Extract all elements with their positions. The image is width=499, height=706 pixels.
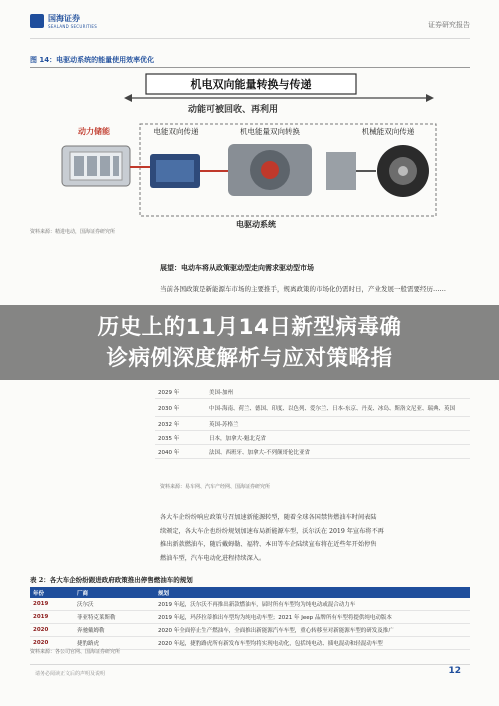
figure-title: 图 14：电驱动系统的能量使用效率优化 bbox=[30, 56, 155, 64]
table-cell-year: 2035 年 bbox=[155, 431, 206, 445]
company-name-en: SEALAND SECURITIES bbox=[48, 24, 98, 29]
overlay-line-2: 诊病例深度解析与应对策略指 bbox=[106, 346, 393, 371]
header-year: 年份 bbox=[30, 587, 74, 598]
arrow-left-head bbox=[124, 94, 132, 102]
cell-maker: 捷豹路虎 bbox=[74, 637, 155, 650]
table2-title: 表 2：各大车企纷纷跟进政府政策推出停售燃油车的规划 bbox=[30, 576, 193, 584]
cell-maker: 沃尔沃 bbox=[74, 598, 155, 611]
footer-disclaimer: 请务必阅读正文后的声明及说明 bbox=[35, 671, 106, 677]
table-row bbox=[155, 445, 470, 459]
paragraph-line: 推出新款燃油车，随后戴姆勒、福特、本田等车企陆续宣布将在近些年开始停售 bbox=[160, 541, 377, 548]
table-row bbox=[30, 598, 470, 611]
cell-plan: 2020 年全面停止生产燃油车，全面推出新能源汽车车型，重心转移至对新能源车型的研发及推广 bbox=[155, 624, 470, 637]
cell-maker: 奔驰戴姆勒 bbox=[74, 624, 155, 637]
table-row bbox=[30, 611, 470, 624]
outlook-title: 展望：电动车将从政策驱动型走向需求驱动型市场 bbox=[160, 263, 314, 272]
storage-label: 动力储能 bbox=[78, 127, 110, 136]
table-cell-desc: 中国-海南、荷兰、德国、印度、以色列、爱尔兰、日本-东京、丹麦、冰岛、斯洛文尼亚、瑞典、英国 bbox=[206, 399, 470, 417]
report-type: 证券研究报告 bbox=[428, 21, 470, 29]
system-label: 电驱动系统 bbox=[236, 220, 276, 229]
cell-year: 2019 bbox=[30, 598, 74, 611]
drive-system-diagram bbox=[58, 72, 448, 232]
table-row bbox=[155, 431, 470, 445]
overlay-headline bbox=[0, 312, 499, 374]
table-cell-year: 2032 年 bbox=[155, 417, 206, 431]
overlay-line-1: 历史上的11月14日新型病毒确 bbox=[97, 315, 402, 340]
electric-motor-icon bbox=[228, 144, 312, 196]
footer-rule bbox=[30, 664, 470, 665]
table-row bbox=[155, 417, 470, 431]
table-row bbox=[155, 385, 470, 399]
elec-label: 电能双向传递 bbox=[153, 127, 199, 136]
table-cell-desc: 美国-加州 bbox=[206, 385, 470, 399]
subbanner-text: 动能可被回收、再利用 bbox=[187, 105, 279, 115]
table-cell-year: 2029 年 bbox=[155, 385, 206, 399]
paragraph-line: 续颁定，各大车企也纷纷规划加速布局新能源车型，沃尔沃在 2019 年宣布将不再 bbox=[160, 527, 384, 535]
banner-text: 机电双向能量转换与传递 bbox=[190, 78, 312, 91]
mech-label: 机械能双向传递 bbox=[361, 127, 415, 136]
table-cell-desc: 英国-苏格兰 bbox=[206, 417, 470, 431]
table-row bbox=[30, 624, 470, 637]
automaker-plan-table bbox=[30, 587, 470, 650]
table-cell-desc: 日本，加拿大-魁北克省 bbox=[206, 431, 470, 445]
table2-source: 资料来源：各公司官网、国海证券研究所 bbox=[30, 649, 121, 655]
cell-plan: 2019 年起，玛莎拉蒂推出车型均为纯电动车型；2021 年 Jeep 品牌所有车型将提供纯电动版本 bbox=[155, 611, 470, 624]
gearbox-icon bbox=[326, 152, 356, 190]
paragraph-line: 燃油车型，汽车电动化进程持续深入。 bbox=[160, 554, 266, 562]
battery-pack-icon bbox=[62, 146, 130, 186]
page-number: 12 bbox=[448, 666, 461, 676]
header-plan: 规划 bbox=[155, 587, 470, 598]
mech-conv-label: 机电能量双向转换 bbox=[240, 127, 300, 136]
automaker-paragraph bbox=[160, 511, 470, 565]
table-cell-year: 2040 年 bbox=[155, 445, 206, 459]
table-cell-year: 2030 年 bbox=[155, 399, 206, 417]
tire-icon bbox=[377, 145, 429, 197]
ban-timeline-table bbox=[155, 385, 470, 459]
motor-controller-icon bbox=[150, 154, 200, 188]
cell-maker: 菲亚特克莱斯勒 bbox=[74, 611, 155, 624]
company-name-cn: 国海证券 bbox=[48, 14, 80, 23]
company-logo-icon bbox=[30, 14, 44, 28]
cell-year: 2020 bbox=[30, 637, 74, 650]
header-maker: 厂商 bbox=[74, 587, 155, 598]
figure-rule bbox=[30, 67, 470, 68]
outlook-paragraph: 当前各国政策是新能源车市场的主要推手，规离政策的市场化仍需时日，产业发展一般需要经历…… bbox=[160, 285, 446, 293]
cell-plan: 2019 年起，沃尔沃不再推出新款燃油车，届时所有车型均为纯电动或混合动力车 bbox=[155, 598, 470, 611]
figure-source: 资料来源：精进电动，国海证券研究所 bbox=[30, 229, 116, 235]
table-header-row bbox=[30, 587, 470, 598]
page-header bbox=[30, 10, 470, 39]
cell-plan: 2020 年起，捷豹路虎所有新发布车型均将实现电动化，包括纯电动、插电混动和轻混动车型 bbox=[155, 637, 470, 650]
paragraph-line: 各大车企纷纷响应政策号召加速新能源转型，随着全球各国禁售燃油车时间表陆 bbox=[160, 514, 377, 521]
arrow-right-head bbox=[426, 94, 434, 102]
table1-source: 资料来源：易车网、汽车产经网、国海证券研究所 bbox=[160, 484, 271, 490]
table-cell-desc: 法国、西班牙、加拿大-不列颠哥伦比亚省 bbox=[206, 445, 470, 459]
table-row bbox=[155, 399, 470, 417]
cell-year: 2020 bbox=[30, 624, 74, 637]
cell-year: 2019 bbox=[30, 611, 74, 624]
